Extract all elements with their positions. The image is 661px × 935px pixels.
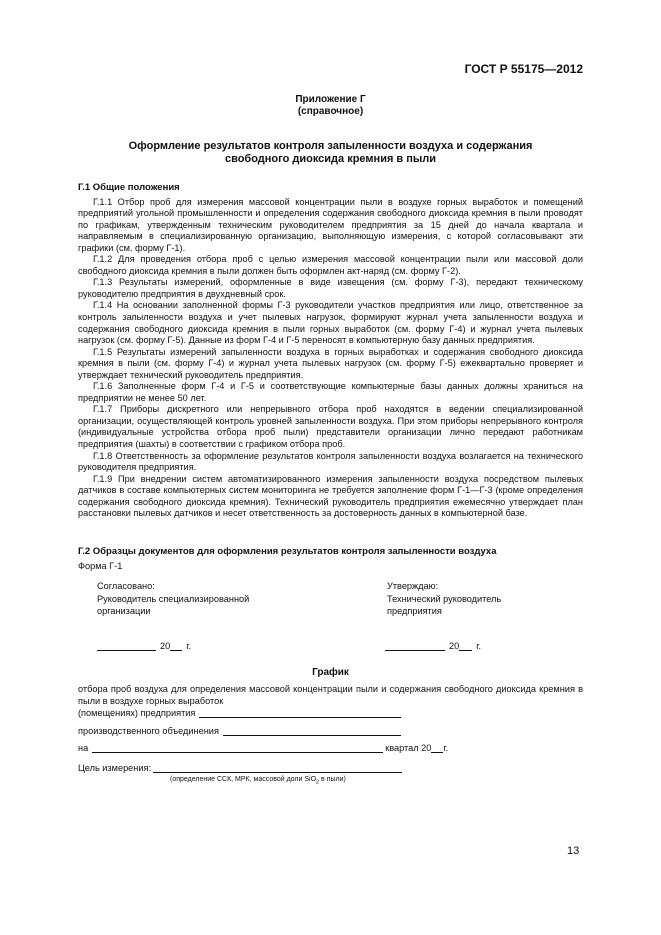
- premises-label: (помещениях) предприятия: [78, 708, 196, 718]
- date-year-suffix: г.: [476, 641, 482, 651]
- quarter-year-blank[interactable]: [431, 743, 443, 753]
- quarter-field: [78, 743, 448, 753]
- premises-blank[interactable]: [199, 708, 401, 718]
- document-title-line-2: свободного диоксида кремния в пыли: [224, 153, 437, 165]
- purpose-field: [78, 763, 402, 773]
- approved-line: Утверждаю:: [387, 581, 439, 591]
- agreed-line: организации: [97, 606, 151, 616]
- agreed-line: Руководитель специализированной: [97, 593, 250, 604]
- section-2-heading: Г.2 Образцы документов для оформления результатов контроля запыленности воздуха: [78, 546, 497, 557]
- section-heading: Г.1 Общие положения: [78, 182, 180, 193]
- association-label: производственного объединения: [78, 726, 219, 736]
- approved-block: [387, 580, 501, 618]
- period-blank[interactable]: [92, 743, 383, 753]
- quarter-suffix: г.: [443, 743, 449, 753]
- appendix-subtitle: (справочное): [297, 106, 364, 117]
- agreed-date-field: [97, 641, 191, 651]
- purpose-label: Цель измерения:: [78, 763, 152, 773]
- appendix-heading: [0, 94, 661, 118]
- approved-line: предприятия: [387, 606, 442, 616]
- date-year-prefix: 20: [449, 641, 460, 651]
- on-label: на: [78, 743, 89, 753]
- association-blank[interactable]: [223, 726, 401, 736]
- agreed-block: [97, 580, 249, 618]
- premises-field: [78, 708, 401, 718]
- paragraph-g-1-1: Г.1.1 Отбор проб для измерения массовой концентрации пыли в воздухе горных выработок и помещений предприятий угольной промышленности и определения содержания свободного диоксида кремния в пыли проводят по графикам, утвержденным техническим руководителем предприятия за 15 дней до начала квартала и направляемым в специализированную организацию, выполняющую измерения, с которой согласовывают эти графики (см. форму Г-1).: [78, 196, 583, 253]
- date-blank[interactable]: [97, 641, 156, 651]
- document-title: [0, 140, 661, 166]
- date-year-prefix: 20: [160, 641, 171, 651]
- paragraph-g-1-6: Г.1.6 Заполненные форм Г-4 и Г-5 и соответствующие компьютерные базы данных должны храниться на предприятии не менее 50 лет.: [78, 381, 583, 403]
- document-title-line-1: Оформление результатов контроля запыленности воздуха и содержания: [128, 140, 533, 152]
- page-number: 13: [567, 845, 580, 857]
- appendix-title: Приложение Г: [295, 94, 366, 105]
- association-field: [78, 726, 401, 736]
- purpose-caption: (определение ССК, МРК, массовой доли SiO$_2$ в пыли): [170, 776, 346, 786]
- schedule-intro: отбора проб воздуха для определения массовой концентрации пыли и содержания свободного диоксида кремния в пыли в воздухе горных выработок: [78, 684, 583, 706]
- quarter-label: квартал 20: [385, 743, 432, 753]
- paragraph-g-1-5: Г.1.5 Результаты измерений запыленности воздуха в горных выработках и содержания свободного диоксида кремния в пыли (см. форму Г-4) и журнал учета пылевых нагрузок (см. форму Г-5) ежеквартально проверяет и утверждает технический руководитель предприятия.: [78, 346, 583, 380]
- date-blank[interactable]: [385, 641, 445, 651]
- paragraph-g-1-9: Г.1.9 При внедрении систем автоматизированного измерения запыленности воздуха посредством пылевых датчиков в составе компьютерных систем мониторинга не требуется заполнение форм Г-1—Г-3 (кроме определения содержания свободного диоксида кремния). Технический руководитель предприятия ежемесячно утверждает план расстановки пылевых датчиков и несет ответственность за достоверность данных в компьютерной базе.: [78, 473, 583, 519]
- paragraph-g-1-8: Г.1.8 Ответственность за оформление результатов контроля запыленности воздуха возлагается на технического руководителя предприятия.: [78, 450, 583, 473]
- purpose-blank[interactable]: [153, 763, 402, 773]
- schedule-title: График: [312, 667, 349, 678]
- approved-date-field: [385, 641, 481, 651]
- paragraph-g-1-4: Г.1.4 На основании заполненной формы Г-3 руководители участков предприятия или лицо, ответственное за контроль запыленности воздуха и учет пылевых нагрузок, формируют журнал учета запыленности воздуха и содержания свободного диоксида кремния в пыли горных выработок (см. форму Г-4) и журнал учета пылевых нагрузок (см. форму Г-5). Данные из форм Г-4 и Г-5 переносят в компьютерную базу данных предприятия.: [78, 300, 583, 346]
- date-year-suffix: г.: [186, 641, 192, 651]
- paragraph-g-1-7: Г.1.7 Приборы дискретного или непрерывного отбора проб находятся в ведении специализированной организации, осуществляющей контроль уровней запыленности воздуха. При этом приборы непрерывного контроля (индивидуальные устройства отбора проб пыли) представители организации лично передают работникам предприятия (шахты) в соответствии с графиком отбора проб.: [78, 404, 583, 450]
- form-label: Форма Г-1: [78, 561, 123, 571]
- agreed-line: Согласовано:: [97, 581, 155, 591]
- standard-code: ГОСТ Р 55175—2012: [464, 62, 583, 76]
- approved-line: Технический руководитель: [387, 593, 502, 604]
- paragraph-g-1-2: Г.1.2 Для проведения отбора проб с целью измерения массовой концентрации пыли или массовой доли свободного диоксида кремния в пыли должен быть оформлен акт-наряд (см. форму Г-2).: [78, 254, 583, 276]
- year-blank[interactable]: [459, 641, 472, 651]
- section-general: [78, 182, 583, 520]
- year-blank[interactable]: [170, 641, 182, 651]
- paragraph-g-1-3: Г.1.3 Результаты измерений, оформленные в виде извещения (см. форму Г-3), передают техническому руководителю предприятия в двухдневный срок.: [78, 277, 583, 299]
